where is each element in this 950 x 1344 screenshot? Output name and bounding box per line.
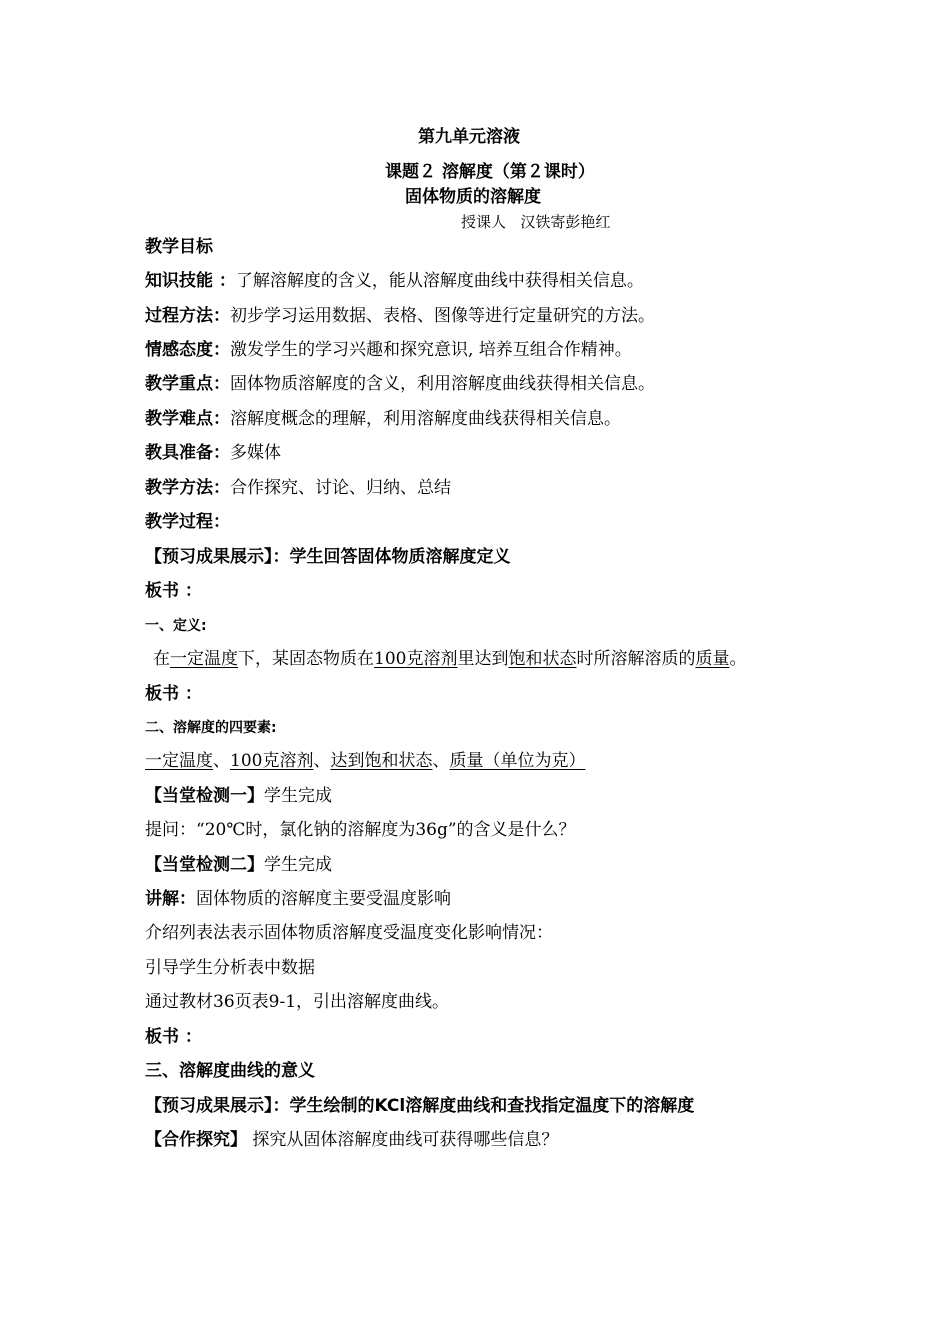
- check-1: [145, 785, 332, 807]
- check-2-label: 【当堂检测二】: [145, 855, 264, 875]
- check-1-text: 学生完成: [264, 786, 332, 806]
- curve-heading: 三、溶解度曲线的意义: [145, 1061, 315, 1081]
- intro-table-line: 介绍列表法表示固体物质溶解度受温度变化影响情况：: [145, 923, 553, 943]
- goal-difficulty: [145, 408, 621, 430]
- elements-heading: 二、溶解度的四要素:: [145, 720, 277, 736]
- preview-showcase-2: 【预习成果展示】：学生绘制的KCl溶解度曲线和查找指定温度下的溶解度: [145, 1096, 695, 1116]
- goal-difficulty-text: 溶解度概念的理解，利用溶解度曲线获得相关信息。: [230, 409, 621, 429]
- element-saturated: 达到饱和状态: [330, 751, 433, 771]
- element-mass: 质量（单位为克）: [449, 751, 586, 771]
- element-temperature: 一定温度: [145, 751, 213, 771]
- goal-process: [145, 305, 655, 327]
- goal-emotion-label: 情感态度：: [145, 340, 230, 360]
- goal-emotion-text: 激发学生的学习兴趣和探究意识, 培养互组合作精神。: [230, 340, 632, 360]
- check-2: [145, 854, 332, 876]
- goal-tools: [145, 442, 281, 464]
- goal-difficulty-label: 教学难点：: [145, 409, 230, 429]
- lesson-title: 课题２ 溶解度（第２课时）: [385, 162, 595, 182]
- goal-knowledge-label: 知识技能 ：: [145, 271, 236, 291]
- explain-label: 讲解：: [145, 889, 196, 909]
- goal-process-text: 初步学习运用数据、表格、图像等进行定量研究的方法。: [230, 306, 655, 326]
- unit-title: 第九单元溶液: [418, 127, 520, 147]
- definition-text: [153, 648, 746, 670]
- explain-line: [145, 888, 451, 910]
- definition-heading: 一、定义:: [145, 618, 207, 634]
- element-sep-1: 、: [213, 751, 230, 771]
- element-solvent: 100克溶剂: [230, 751, 314, 771]
- goal-method-text: 合作探究、讨论、归纳、总结: [230, 478, 451, 498]
- goal-tools-text: 多媒体: [230, 443, 281, 463]
- preview-showcase-1: 【预习成果展示】：学生回答固体物质溶解度定义: [145, 547, 511, 567]
- def-part-4: 时所溶解溶质的: [576, 649, 696, 669]
- four-elements: [145, 750, 585, 772]
- goal-process-label: 过程方法：: [145, 306, 230, 326]
- def-underline-mass: 质量: [695, 649, 730, 669]
- subtitle: 固体物质的溶解度: [405, 187, 541, 207]
- author-name: 汉铁寄彭艳红: [520, 213, 611, 231]
- coop-text: 探究从固体溶解度曲线可获得哪些信息？: [247, 1130, 559, 1150]
- def-part-1: 在: [153, 649, 170, 669]
- board-note-1: 板书 ：: [145, 581, 202, 601]
- goal-tools-label: 教具准备：: [145, 443, 230, 463]
- check-2-text: 学生完成: [264, 855, 332, 875]
- process-heading: 教学过程：: [145, 512, 230, 532]
- guide-line: 引导学生分析表中数据: [145, 958, 315, 978]
- def-part-3: 里达到: [457, 649, 509, 669]
- goal-method-label: 教学方法：: [145, 478, 230, 498]
- goal-method: [145, 477, 451, 499]
- board-note-2: 板书 ：: [145, 684, 202, 704]
- def-underline-temperature: 一定温度: [170, 649, 238, 669]
- goal-emotion: [145, 339, 632, 361]
- element-sep-2: 、: [313, 751, 331, 771]
- coop-label: 【合作探究】: [145, 1130, 247, 1150]
- textbook-line: 通过教材36页表9-1，引出溶解度曲线。: [145, 992, 450, 1012]
- author-label: 授课人: [461, 213, 507, 231]
- goal-key-label: 教学重点：: [145, 374, 230, 394]
- goals-heading: 教学目标: [145, 237, 213, 257]
- cooperative-inquiry: [145, 1129, 558, 1151]
- goal-knowledge: [145, 270, 644, 292]
- question-line: 提问：“20℃时，氯化钠的溶解度为36g”的含义是什么？: [145, 820, 576, 840]
- element-sep-3: 、: [432, 751, 450, 771]
- def-underline-solvent: 100克溶剂: [374, 649, 458, 669]
- board-note-3: 板书 ：: [145, 1027, 202, 1047]
- explain-text: 固体物质的溶解度主要受温度影响: [196, 889, 451, 909]
- def-part-2: 下，某固态物质在: [238, 649, 374, 669]
- def-underline-saturated: 饱和状态: [508, 649, 577, 669]
- author-line: [461, 211, 610, 233]
- goal-key: [145, 373, 655, 395]
- check-1-label: 【当堂检测一】: [145, 786, 264, 806]
- goal-key-text: 固体物质溶解度的含义，利用溶解度曲线获得相关信息。: [230, 374, 655, 394]
- def-part-5: 。: [729, 649, 747, 669]
- goal-knowledge-text: 了解溶解度的含义，能从溶解度曲线中获得相关信息。: [235, 271, 644, 291]
